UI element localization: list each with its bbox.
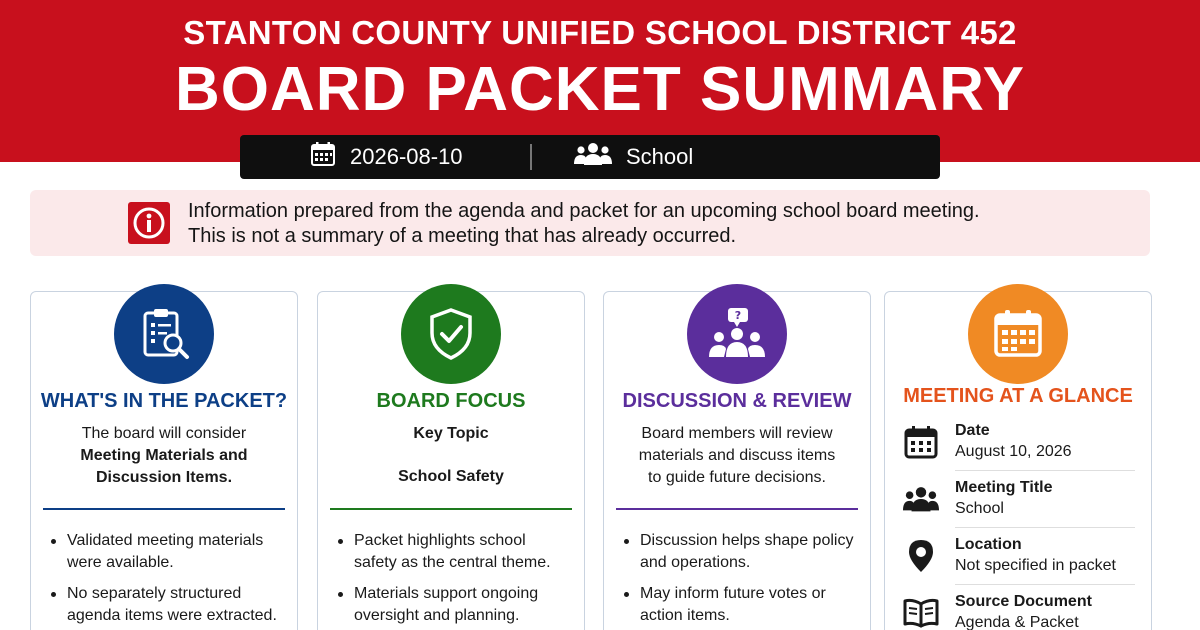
open-book-icon <box>903 595 939 630</box>
glance-label: Location <box>955 536 1022 553</box>
card-heading: DISCUSSION & REVIEW <box>622 390 852 412</box>
card-description <box>31 423 297 489</box>
card-description <box>604 423 870 489</box>
calendar-icon <box>968 284 1068 384</box>
info-divider <box>530 144 532 170</box>
glance-label: Source Document <box>955 593 1092 610</box>
desc-line: Discussion Items. <box>95 469 233 486</box>
desc-line: materials and discuss items <box>638 447 836 464</box>
meeting-type-text: School <box>626 144 694 169</box>
info-icon <box>128 202 170 244</box>
list-item: No separately structured agenda items were extracted. <box>49 583 285 627</box>
card-bullets <box>622 530 858 630</box>
glance-item-source <box>903 591 1137 630</box>
page-title: BOARD PACKET SUMMARY <box>174 55 1026 124</box>
clipboard-search-icon <box>114 284 214 384</box>
glance-label: Meeting Title <box>955 479 1053 496</box>
glance-item-title <box>903 477 1137 529</box>
glance-value: Agenda & Packet <box>955 614 1079 630</box>
list-item: May inform future votes or action items. <box>622 583 858 627</box>
focus-card <box>317 291 585 630</box>
district-title: STANTON COUNTY UNIFIED SCHOOL DISTRICT 452 <box>183 14 1017 51</box>
list-item: Materials support ongoing oversight and planning. <box>336 583 572 627</box>
desc-line: Meeting Materials and <box>80 447 248 464</box>
glance-heading: MEETING AT A GLANCE <box>903 385 1133 407</box>
people-icon <box>903 481 939 517</box>
card-heading: WHAT'S IN THE PACKET? <box>40 390 288 412</box>
glance-separator <box>955 470 1135 471</box>
glance-value: Not specified in packet <box>955 557 1116 574</box>
map-pin-icon <box>903 538 939 574</box>
card-divider <box>616 508 858 510</box>
card-bullets <box>49 530 285 630</box>
list-item: Packet highlights school safety as the central theme. <box>336 530 572 574</box>
discussion-card <box>603 291 871 630</box>
calendar-icon <box>310 141 336 173</box>
shield-check-icon <box>401 284 501 384</box>
glance-separator <box>955 584 1135 585</box>
glance-item-date <box>903 420 1137 472</box>
card-divider <box>43 508 285 510</box>
meeting-glance-card <box>884 291 1152 630</box>
people-icon <box>574 141 612 173</box>
card-divider <box>330 508 572 510</box>
group-discussion-icon <box>687 284 787 384</box>
packet-card <box>30 291 298 630</box>
glance-label: Date <box>955 422 990 439</box>
desc-line: The board will consider <box>81 425 247 442</box>
notice-line-2: This is not a summary of a meeting that has already occurred. <box>188 225 737 247</box>
glance-item-location <box>903 534 1137 586</box>
calendar-icon <box>903 424 939 460</box>
meeting-date-text: 2026-08-10 <box>350 144 463 169</box>
glance-separator <box>955 527 1135 528</box>
card-description <box>318 423 584 488</box>
card-heading: BOARD FOCUS <box>376 390 526 412</box>
desc-line: School Safety <box>398 468 504 485</box>
list-item: Validated meeting materials were available. <box>49 530 285 574</box>
meeting-type <box>574 141 693 173</box>
glance-value: August 10, 2026 <box>955 443 1072 460</box>
list-item: Discussion helps shape policy and operations. <box>622 530 858 574</box>
meeting-info-bar <box>240 135 940 179</box>
notice-line-1: Information prepared from the agenda and packet for an upcoming school board meeting. <box>188 200 980 222</box>
notice-text <box>188 199 980 249</box>
glance-value: School <box>955 500 1004 517</box>
desc-line: Key Topic <box>413 425 489 442</box>
meeting-date <box>310 141 463 173</box>
card-bullets <box>336 530 572 630</box>
svg-text:?: ? <box>734 309 742 322</box>
notice-box <box>30 190 1150 256</box>
desc-line: Board members will review <box>641 425 833 442</box>
desc-line: to guide future decisions. <box>648 469 826 486</box>
